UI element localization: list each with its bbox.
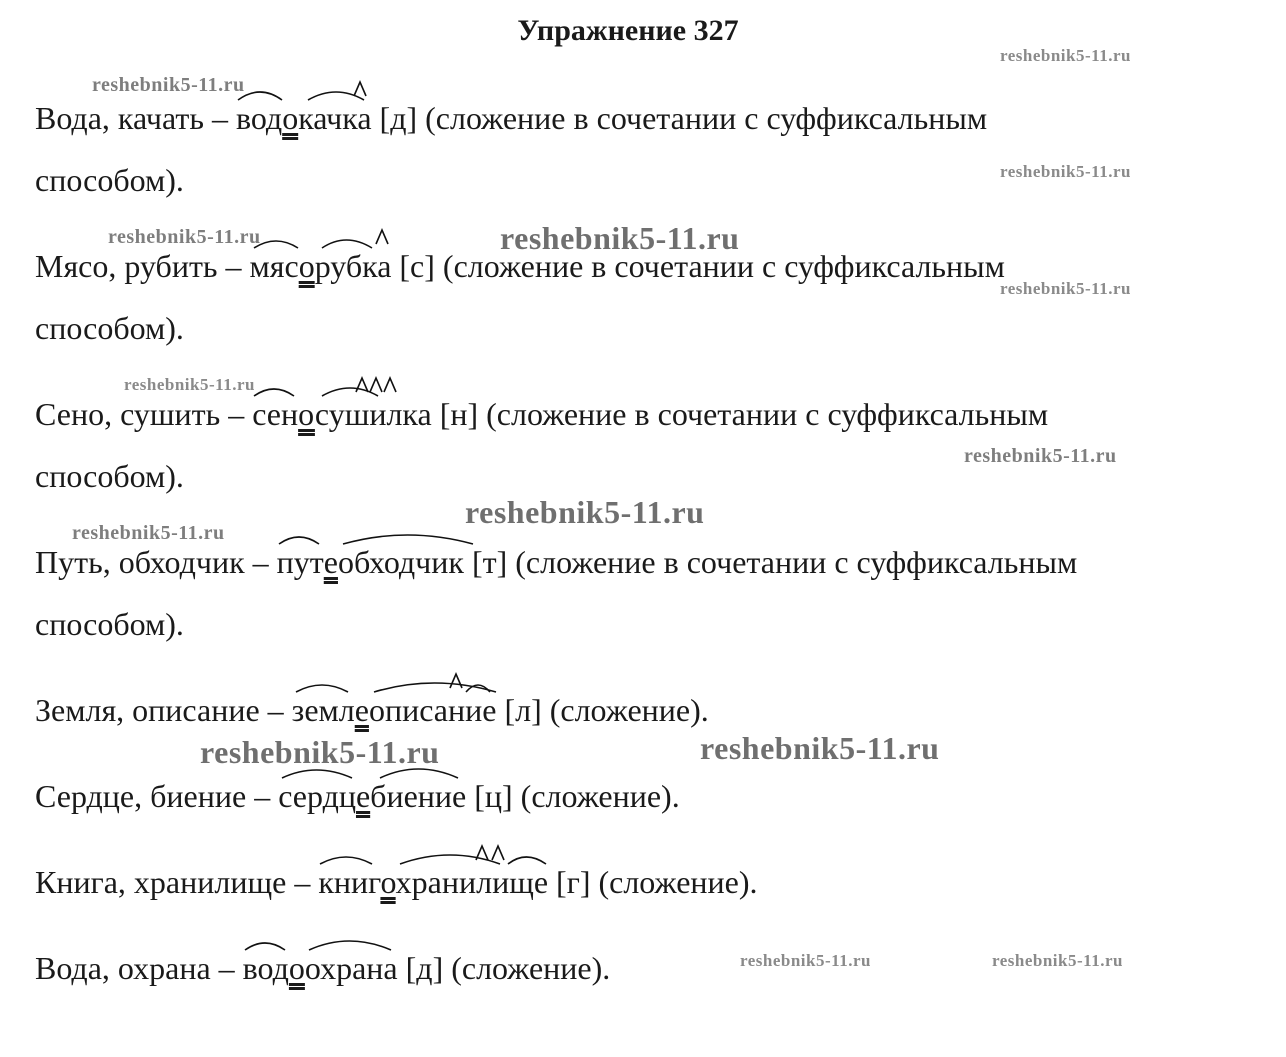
entry-6-derived-word: сердцебиение: [278, 778, 466, 815]
watermark: reshebnik5-11.ru: [992, 951, 1123, 970]
watermark: reshebnik5-11.ru: [124, 375, 255, 394]
connector-vowel: о: [380, 864, 396, 900]
entry-5: [35, 692, 709, 729]
connector-vowel: о: [282, 100, 299, 136]
entry-5-source: Земля, описание –: [35, 692, 292, 728]
watermark: reshebnik5-11.ru: [200, 734, 440, 770]
entry-6: [35, 778, 680, 815]
connector-vowel: е: [354, 692, 369, 728]
watermark: reshebnik5-11.ru: [1000, 162, 1131, 181]
entry-7-source: Книга, хранилище –: [35, 864, 319, 900]
entry-1-derived-word: водокачка: [236, 100, 372, 137]
page-title: Упражнение 327: [517, 14, 739, 47]
watermark: reshebnik5-11.ru: [1000, 46, 1131, 65]
entry-3-cont: способом).: [35, 458, 184, 494]
watermark: reshebnik5-11.ru: [964, 445, 1117, 467]
entry-4: [35, 544, 1077, 581]
entry-8: [35, 950, 610, 987]
entry-3-note: [н] (сложение в сочетании с суффиксальным: [431, 396, 1049, 432]
entry-8-note: [д] (сложение).: [397, 950, 611, 986]
watermark: reshebnik5-11.ru: [108, 226, 261, 248]
watermark: reshebnik5-11.ru: [1000, 279, 1131, 298]
entry-6-note: [ц] (сложение).: [466, 778, 680, 814]
watermark: reshebnik5-11.ru: [465, 494, 705, 530]
watermark: reshebnik5-11.ru: [72, 522, 225, 544]
entry-4-derived-word: путеобходчик: [277, 544, 464, 581]
entry-8-source: Вода, охрана –: [35, 950, 243, 986]
entry-8-derived-word: водоохрана: [243, 950, 398, 987]
entry-2-note: [с] (сложение в сочетании с суффиксальным: [391, 248, 1005, 284]
entry-7-derived-word: книгохранилище: [318, 864, 548, 901]
connector-vowel: е: [323, 544, 338, 580]
entry-4-cont: способом).: [35, 606, 184, 642]
entry-7: [35, 864, 758, 901]
watermark: reshebnik5-11.ru: [700, 730, 940, 766]
connector-vowel: о: [298, 396, 315, 432]
connector-vowel: о: [288, 950, 305, 986]
entry-1-cont: способом).: [35, 162, 184, 198]
connector-vowel: о: [298, 248, 315, 284]
entry-6-source: Сердце, биение –: [35, 778, 279, 814]
entry-4-source: Путь, обходчик –: [35, 544, 277, 580]
connector-vowel: е: [355, 778, 371, 814]
entry-3: [35, 396, 1048, 433]
entry-1: [35, 100, 987, 137]
entry-4-note: [т] (сложение в сочетании с суффиксальным: [463, 544, 1078, 580]
watermark: reshebnik5-11.ru: [500, 220, 740, 256]
entry-2-cont: способом).: [35, 310, 184, 346]
entry-3-derived-word: сеносушилка: [252, 396, 432, 433]
entry-2-source: Мясо, рубить –: [35, 248, 250, 284]
entry-1-source: Вода, качать –: [35, 100, 236, 136]
entry-3-source: Сено, сушить –: [35, 396, 253, 432]
entry-5-note: [л] (сложение).: [496, 692, 709, 728]
entry-2-derived-word: мясорубка: [250, 248, 392, 285]
watermark: reshebnik5-11.ru: [92, 74, 245, 96]
entry-7-note: [г] (сложение).: [548, 864, 758, 900]
watermark: reshebnik5-11.ru: [740, 951, 871, 970]
entry-5-derived-word: землеописание: [292, 692, 497, 729]
entry-1-note: [д] (сложение в сочетании с суффиксальным: [371, 100, 988, 136]
